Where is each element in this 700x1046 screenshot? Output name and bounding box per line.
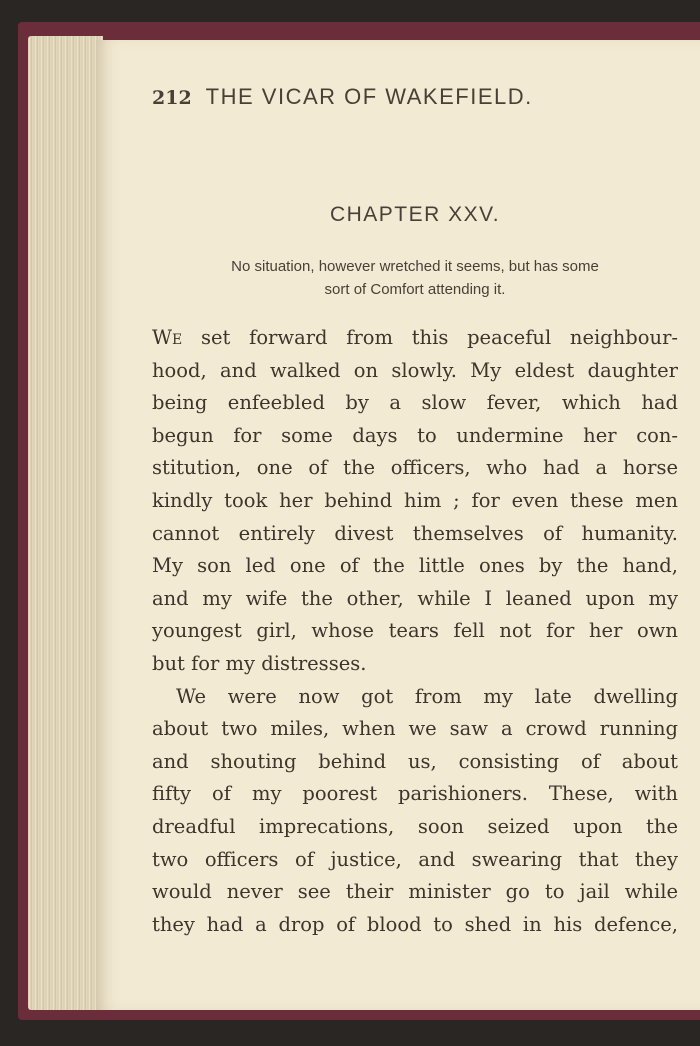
paragraph-line: We were now got from my late dwelling [176, 684, 678, 708]
paragraph-line: but for my distresses. [152, 651, 367, 675]
summary-line: sort of Comfort attending it. [324, 281, 506, 298]
paragraph-line: hood, and walked on slowly. My eldest daughter [152, 358, 678, 382]
paragraph-line: youngest girl, whose tears fell not for her own [152, 619, 678, 643]
paragraph-line: kindly took her behind him ; for even these men [152, 488, 678, 512]
paragraph-line: fifty of my poorest parishioners. These, with [152, 782, 678, 806]
chapter-summary [152, 255, 678, 301]
body-text [152, 322, 678, 941]
running-title: THE VICAR OF WAKEFIELD. [205, 84, 533, 109]
drop-word: We [152, 326, 183, 349]
paragraph-line [152, 322, 678, 355]
paragraph-line: about two miles, when we saw a crowd running [152, 717, 678, 741]
chapter-title: CHAPTER XXV. [329, 203, 501, 226]
paragraph-line: being enfeebled by a slow fever, which had [152, 391, 678, 415]
paragraph-line: dreadful imprecations, soon seized upon the [152, 814, 678, 838]
paragraph-line: cannot entirely divest themselves of humanity. [152, 521, 678, 545]
page-number: 212 [152, 87, 192, 109]
paragraph-line: and my wife the other, while I leaned upon my [152, 586, 678, 610]
page-edges [28, 36, 103, 1010]
paragraph-line: begun for some days to undermine her con- [152, 423, 678, 447]
paragraph-line: My son led one of the little ones by the hand, [152, 554, 678, 578]
summary-line: No situation, however wretched it seems, but has some [231, 258, 599, 275]
paragraph-line: they had a drop of blood to shed in his defence, [152, 912, 678, 936]
paragraph-line: and shouting behind us, consisting of about [152, 749, 678, 773]
paragraph-line: two officers of justice, and swearing that they [152, 847, 678, 871]
paragraph-line: stitution, one of the officers, who had a horse [152, 456, 678, 480]
paragraph-line-text: set forward from this peaceful neighbour- [182, 326, 678, 349]
running-header [152, 84, 700, 110]
paragraph-line: would never see their minister go to jail while [152, 880, 678, 904]
